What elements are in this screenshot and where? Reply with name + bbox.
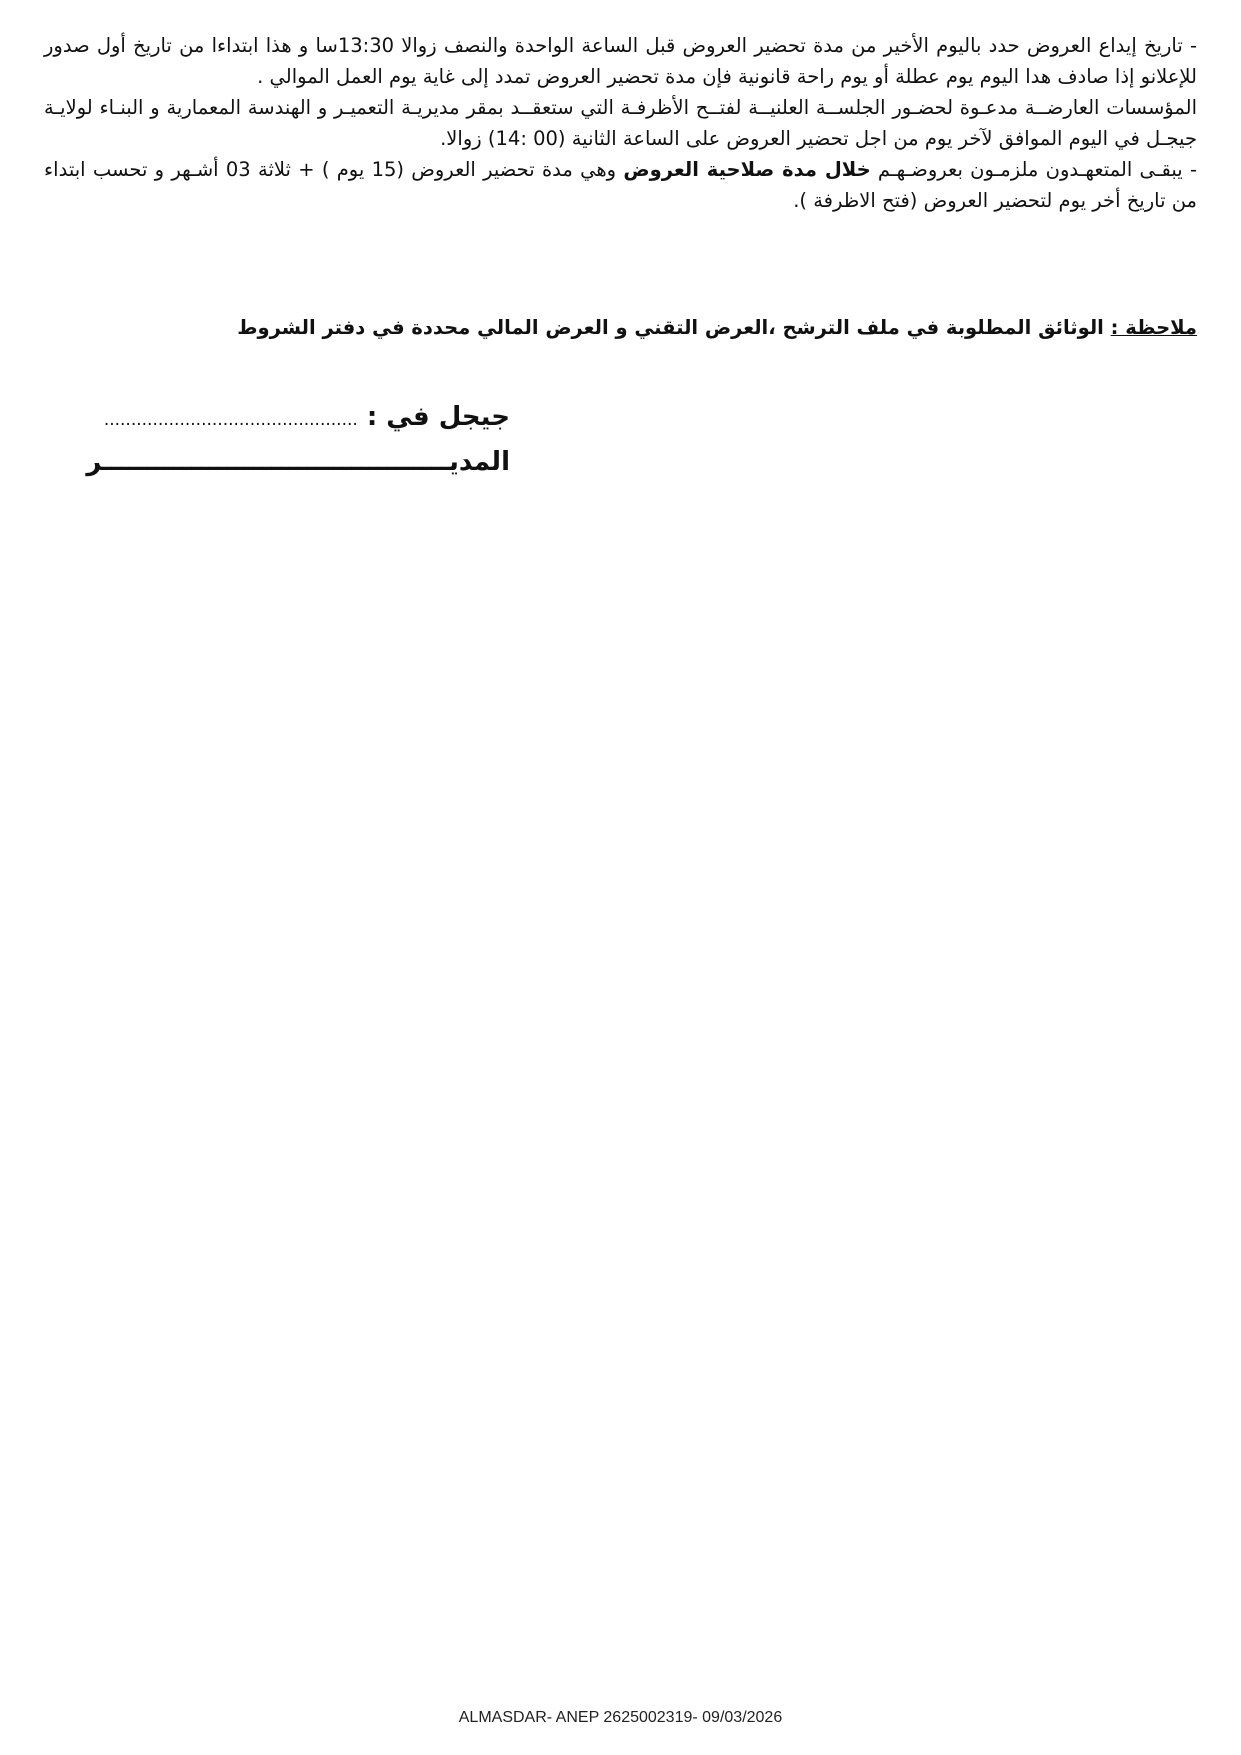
- signature-place-line: [103, 396, 510, 441]
- note-text: الوثائق المطلوبة في ملف الترشح ،العرض التقني و العرض المالي محددة في دفتر الشروط: [237, 316, 1111, 339]
- signature-place-label: جيجل في :: [366, 402, 510, 432]
- notice-body: [44, 30, 1197, 216]
- signature-title: المديـــــــــــــــــــــــــــــــــــــــر: [86, 447, 510, 477]
- paragraph-opening-session: المؤسسات العارضــة مدعـوة لحضـور الجلســة العلنيــة لفتــح الأظرفـة التي ستعقــد بمقر مديريـة التعميـر و الهندسة المعمارية و البنـاء لولايـة جيجـل في اليوم الموافق لآخر يوم من اجل تحضير العروض على الساعة الثانية (00 :14) زوالا.: [44, 96, 1197, 150]
- paragraph-deposit-date: - تاريخ إيداع العروض حدد باليوم الأخير من مدة تحضير العروض قبل الساعة الواحدة والنصف زوالا 13:30سا و هذا ابتداءا من تاريخ أول صدور للإعلانو إذا صادف هدا اليوم يوم عطلة أو يوم راحة قانونية فإن مدة تحضير العروض تمدد إلى غاية يوم العمل الموالي .: [44, 34, 1198, 88]
- signature-date-dots: ...............................................: [103, 410, 358, 430]
- note-line: [44, 312, 1197, 343]
- validity-text-end: وهي مدة تحضير العروض (15 يوم ) + ثلاثة 03 أشـهر و تحسب ابتداء من تاريخ أخر يوم لتحضير العروض (فتح الاظرفة ).: [44, 158, 1197, 212]
- note-label: ملاحظة :: [1110, 316, 1197, 339]
- signature-block: [86, 396, 510, 483]
- validity-bold-phrase: خلال مدة صلاحية العروض: [623, 158, 871, 181]
- paragraph-offer-validity: [44, 154, 1197, 216]
- validity-text-start: - يبقـى المتعهـدون ملزمـون بعروضـهـم: [870, 158, 1197, 181]
- footer-reference: ALMASDAR- ANEP 2625002319- 09/03/2026: [458, 1709, 783, 1726]
